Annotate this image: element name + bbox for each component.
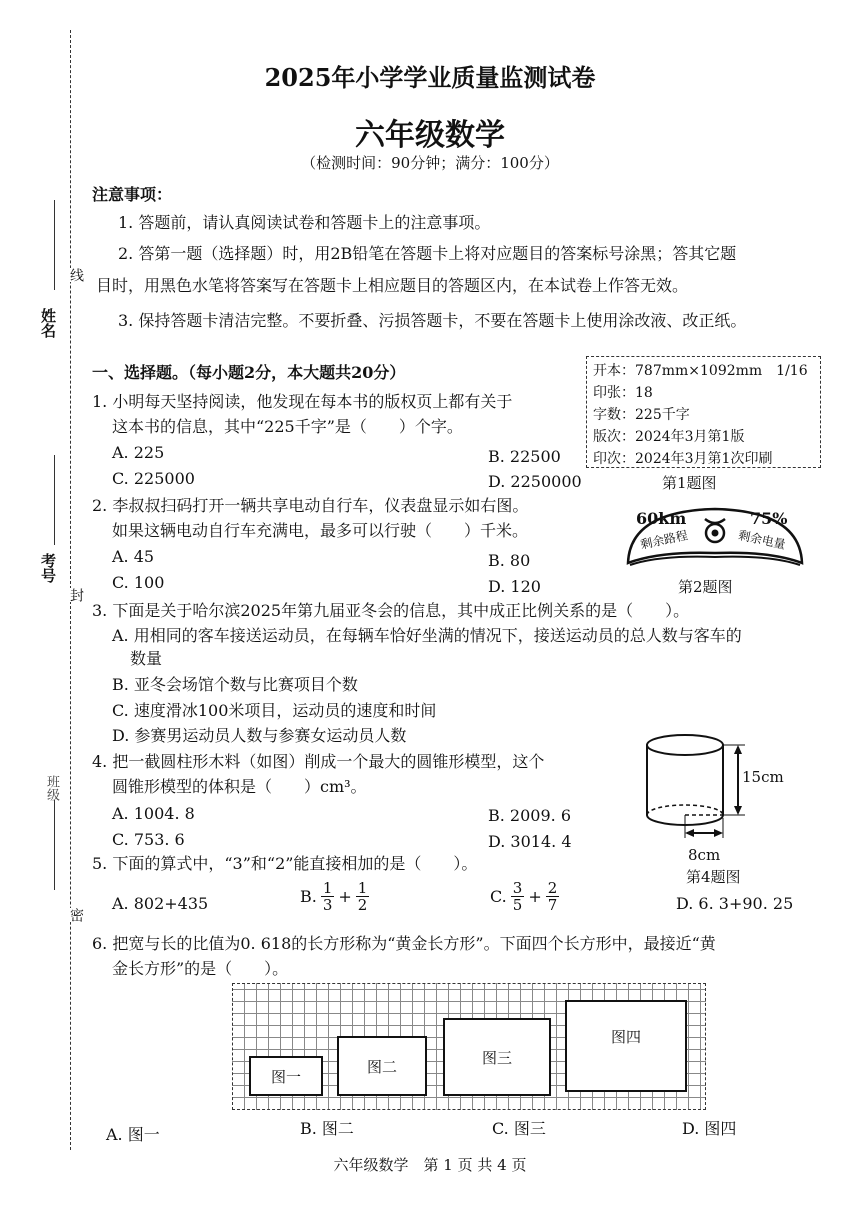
q6-grid	[232, 983, 706, 1110]
q6-option-a: A. 图一	[106, 1125, 160, 1144]
exam-subtitle: （检测时间：90分钟；满分：100分）	[301, 154, 559, 172]
exam-no-label: 考号	[39, 553, 57, 583]
fig4-cylinder	[640, 730, 790, 850]
class-label: 班级	[44, 775, 59, 801]
q5-stem: 5. 下面的算式中，“3”和“2”能直接相加的是（ ）。	[92, 854, 478, 873]
numerator: 3	[512, 879, 523, 897]
fig1-row: 字数：225千字	[593, 407, 690, 423]
q5-option-b-label: B.	[300, 887, 317, 906]
numerator: 1	[357, 879, 368, 897]
q6-stem-line2: 金长方形”的是（ ）。	[112, 959, 289, 978]
name-blank[interactable]	[54, 200, 55, 290]
fig1-copyright-box	[586, 356, 821, 468]
q1-stem-line2: 这本书的信息，其中“225千字”是（ ）个字。	[112, 417, 463, 436]
fraction	[511, 880, 525, 913]
q6-option-d: D. 图四	[682, 1119, 737, 1138]
q1-option-c: C. 225000	[112, 469, 195, 488]
q2-option-c: C. 100	[112, 573, 165, 592]
q1-option-a: A. 225	[112, 443, 165, 462]
denominator: 7	[547, 896, 558, 914]
q1-option-d: D. 2250000	[488, 472, 582, 491]
fig1-caption: 第1题图	[662, 474, 717, 492]
q2-option-a: A. 45	[112, 547, 155, 566]
fig2-battery: 75%	[750, 509, 788, 528]
denominator: 5	[512, 896, 523, 914]
q6-option-b: B. 图二	[300, 1119, 354, 1138]
notice-item-2-line1: 2. 答第一题（选择题）时，用2B铅笔在答题卡上将对应题目的答案标号涂黑；答其它题	[118, 244, 737, 263]
fig2-caption: 第2题图	[678, 578, 733, 596]
q3-option-c: C. 速度滑冰100米项目，运动员的速度和时间	[112, 701, 437, 720]
q1-stem-line1: 1. 小明每天坚持阅读，他发现在每本书的版权页上都有关于	[92, 392, 513, 411]
q4-stem-line2: 圆锥形模型的体积是（ ）cm³。	[112, 777, 367, 796]
rect-fig4: 图四	[565, 1000, 687, 1092]
denominator: 2	[357, 896, 368, 914]
notice-item-3: 3. 保持答题卡清洁完整。不要折叠、污损答题卡，不要在答题卡上使用涂改液、改正纸。	[118, 311, 747, 330]
fraction	[321, 880, 335, 913]
q2-option-b: B. 80	[488, 551, 531, 570]
fig1-row: 开本：787mm×1092mm 1/16	[593, 363, 808, 379]
notice-heading: 注意事项：	[92, 185, 173, 204]
numerator: 2	[547, 879, 558, 897]
denominator: 3	[322, 896, 333, 914]
q6-stem-line1: 6. 把宽与长的比值为0. 618的长方形称为“黄金长方形”。下面四个长方形中，最接近“黄	[92, 934, 716, 953]
fig4-radius-label: 8cm	[688, 846, 721, 864]
fig2-battery-label: 剩余电量	[736, 528, 787, 552]
q3-option-b: B. 亚冬会场馆个数与比赛项目个数	[112, 675, 358, 694]
fig1-row: 印张：18	[593, 385, 653, 401]
fig2-distance-label: 剩余路程	[639, 528, 690, 552]
plus-sign: +	[338, 887, 352, 906]
fig1-row: 版次：2024年3月第1版	[593, 429, 745, 445]
fig2-dashboard	[620, 503, 810, 575]
name-label: 姓名	[39, 308, 57, 338]
fig4-height-label: 15cm	[742, 768, 784, 786]
q5-option-c	[490, 880, 559, 913]
q4-option-b: B. 2009. 6	[488, 806, 571, 825]
rect-fig3: 图三	[443, 1018, 551, 1096]
page-footer: 六年级数学 第 1 页 共 4 页	[333, 1156, 527, 1174]
notice-item-2-line2: 目时，用黑色水笔将答案写在答题卡上相应题目的答题区内，在本试卷上作答无效。	[96, 276, 689, 295]
subject-title: 六年级数学	[355, 118, 505, 153]
q3-option-a-line2: 数量	[130, 649, 163, 668]
numerator: 1	[322, 879, 333, 897]
q4-option-a: A. 1004. 8	[112, 804, 195, 823]
binding-mark-secret: 密	[68, 908, 84, 922]
fig2-distance: 60km	[636, 509, 687, 528]
q6-option-c: C. 图三	[492, 1119, 546, 1138]
rect-fig2: 图二	[337, 1036, 427, 1096]
fig1-row: 印次：2024年3月第1次印刷	[593, 451, 773, 467]
q5-option-a: A. 802+435	[112, 894, 209, 913]
q2-stem-line1: 2. 李叔叔扫码打开一辆共享电动自行车，仪表盘显示如右图。	[92, 496, 529, 515]
fig4-caption: 第4题图	[686, 868, 741, 886]
q3-option-a-line1: A. 用相同的客车接送运动员，在每辆车恰好坐满的情况下，接送运动员的总人数与客车的	[112, 626, 742, 645]
binding-mark-seal: 封	[68, 588, 84, 602]
q2-stem-line2: 如果这辆电动自行车充满电，最多可以行驶（ ）千米。	[112, 521, 529, 540]
cylinder-drawing	[640, 730, 790, 850]
plus-sign: +	[528, 887, 542, 906]
q3-stem: 3. 下面是关于哈尔滨2025年第九届亚冬会的信息，其中成正比例关系的是（ ）。	[92, 601, 690, 620]
q4-option-c: C. 753. 6	[112, 830, 185, 849]
q5-option-d: D. 6. 3+90. 25	[676, 894, 794, 913]
exam-no-blank[interactable]	[54, 455, 55, 545]
q4-stem-line1: 4. 把一截圆柱形木料（如图）削成一个最大的圆锥形模型，这个	[92, 752, 545, 771]
class-blank[interactable]	[54, 800, 55, 890]
q2-option-d: D. 120	[488, 577, 541, 596]
section-1-title: 一、选择题。（每小题2分，本大题共20分）	[92, 363, 406, 382]
q1-option-b: B. 22500	[488, 447, 561, 466]
fraction	[356, 880, 370, 913]
fraction	[546, 880, 560, 913]
notice-item-1: 1. 答题前，请认真阅读试卷和答题卡上的注意事项。	[118, 213, 491, 232]
q5-option-c-label: C.	[490, 887, 507, 906]
rect-fig1: 图一	[249, 1056, 323, 1096]
q5-option-b	[300, 880, 369, 913]
exam-title: 2025年小学学业质量监测试卷	[264, 63, 596, 92]
q4-option-d: D. 3014. 4	[488, 832, 572, 851]
q3-option-d: D. 参赛男运动员人数与参赛女运动员人数	[112, 726, 407, 745]
binding-mark-line: 线	[68, 268, 84, 282]
